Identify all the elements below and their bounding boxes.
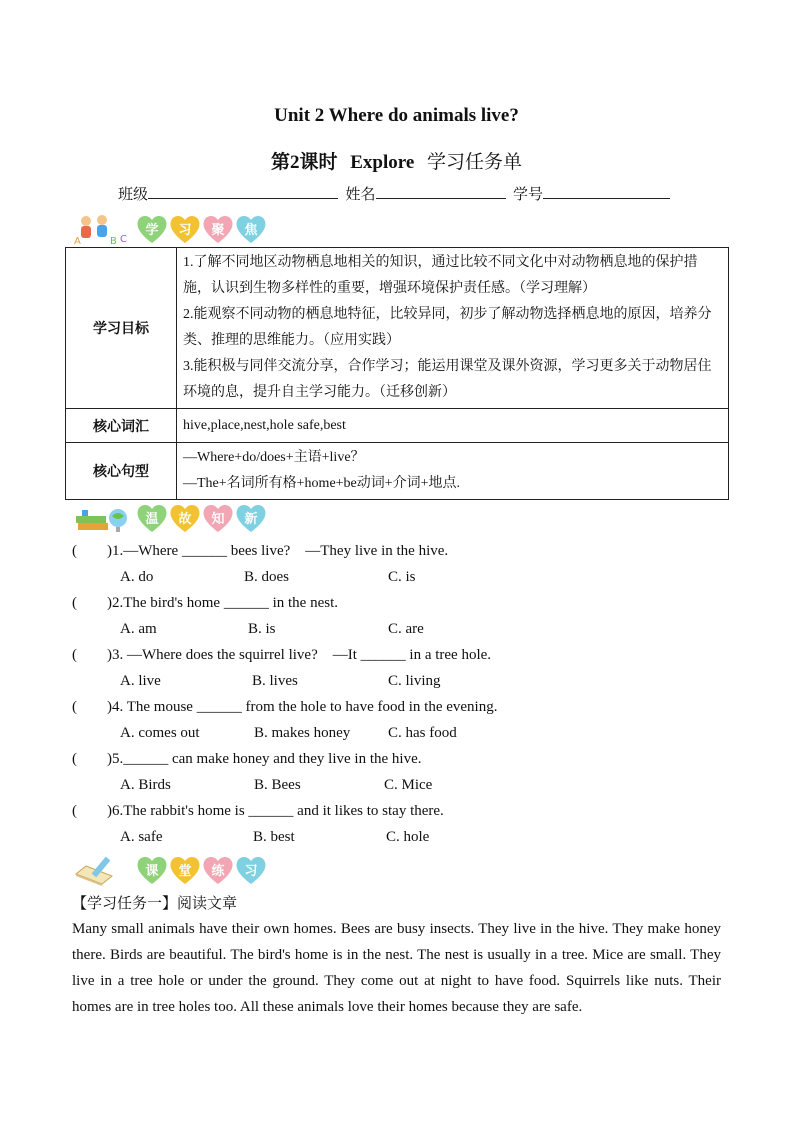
option-c: C. is xyxy=(388,569,416,585)
heart-badge xyxy=(169,214,201,244)
option-a: A. safe xyxy=(120,829,163,845)
heart-badge xyxy=(202,503,234,533)
reading-passage: Many small animals have their own homes. Bees are busy insects. They live in the hive. They make honey there. Birds are beautiful. The bird's home is in the nest. The nest is usually in a tree. Mice are small. They live in a tree hole or under the ground. They come out at night to have food. Squirrels like nuts. Their homes are in tree holes too. All these animals love their homes because they are safe. xyxy=(72,921,721,1015)
heart-badge xyxy=(136,214,168,244)
option-c: C. has food xyxy=(388,725,457,741)
goal-item: 1.了解不同地区动物栖息地相关的知识，通过比较不同文化中对动物栖息地的保护措施，认识到生物多样性的重要，增强环境保护责任感。（学习理解） xyxy=(183,255,698,296)
banner-char: 聚 xyxy=(211,223,225,238)
goal-item: 2.能观察不同动物的栖息地特征，比较异同，初步了解动物选择栖息地的原因，培养分类、推理的思维能力。（应用实践） xyxy=(183,307,712,348)
svg-text:A: A xyxy=(74,236,81,245)
notebook-pencil-icon xyxy=(72,854,130,886)
option-c: C. are xyxy=(388,621,424,637)
lesson-sheet: 学习任务单 xyxy=(427,151,523,173)
heart-badge xyxy=(136,855,168,885)
banner-char: 故 xyxy=(178,512,192,527)
learning-goals-table xyxy=(65,247,729,500)
sentence-content xyxy=(177,443,729,500)
class-field[interactable] xyxy=(148,184,338,199)
banner-char: 温 xyxy=(145,512,159,527)
banner-review xyxy=(72,501,268,535)
option-a: A. Birds xyxy=(120,777,171,793)
banner-char: 新 xyxy=(244,512,258,527)
option-c: C. hole xyxy=(386,829,430,845)
option-a: A. am xyxy=(120,621,157,637)
task1-heading: 【学习任务一】阅读文章 xyxy=(72,896,238,912)
option-a: A. comes out xyxy=(120,725,200,741)
table-row xyxy=(66,409,729,443)
option-b: B. Bees xyxy=(254,777,301,793)
class-label: 班级 xyxy=(118,187,149,203)
number-label: 学号 xyxy=(513,187,544,203)
banner-char: 堂 xyxy=(178,864,192,879)
option-b: B. best xyxy=(253,829,295,845)
heart-badge xyxy=(235,855,267,885)
option-c: C. living xyxy=(388,673,441,689)
banner-char: 练 xyxy=(211,864,225,879)
goals-content xyxy=(177,248,729,409)
option-a: A. live xyxy=(120,673,161,689)
lesson-subtitle xyxy=(0,147,793,174)
student-info-line xyxy=(118,183,670,204)
lesson-topic: Explore xyxy=(350,152,415,173)
heart-badge xyxy=(169,855,201,885)
question-2: ( )2.The bird's home ______ in the nest. xyxy=(72,595,338,611)
sentence-header: 核心句型 xyxy=(66,443,177,500)
goals-header: 学习目标 xyxy=(66,248,177,409)
name-label: 姓名 xyxy=(345,187,376,203)
vocab-content: hive,place,nest,hole safe,best xyxy=(177,409,729,443)
heart-badge xyxy=(169,503,201,533)
svg-text:B: B xyxy=(110,236,117,245)
banner-char: 习 xyxy=(244,864,258,879)
question-1: ( )1.—Where ______ bees live? —They live in the hive. xyxy=(72,543,449,559)
page-title: Unit 2 Where do animals live? xyxy=(274,105,519,126)
kids-abc-icon xyxy=(72,213,130,245)
heart-badge xyxy=(235,503,267,533)
vocab-header: 核心词汇 xyxy=(66,409,177,443)
banner-practice xyxy=(72,853,268,887)
option-a: A. do xyxy=(120,569,154,585)
heart-badge xyxy=(235,214,267,244)
sentence-pattern: —The+名词所有格+home+be动词+介词+地点. xyxy=(183,476,461,491)
heart-badge xyxy=(202,855,234,885)
option-b: B. lives xyxy=(252,673,298,689)
question-3: ( )3. —Where does the squirrel live? —It ______ in a tree hole. xyxy=(72,647,492,663)
svg-text:C: C xyxy=(120,234,127,245)
table-row xyxy=(66,443,729,500)
heart-badge xyxy=(202,214,234,244)
option-c: C. Mice xyxy=(384,777,433,793)
books-globe-icon xyxy=(72,502,130,534)
name-field[interactable] xyxy=(376,184,506,199)
banner-char: 知 xyxy=(211,512,225,527)
lesson-number: 第2课时 xyxy=(270,152,338,173)
heart-badge xyxy=(136,503,168,533)
banner-char: 焦 xyxy=(244,223,258,238)
banner-char: 课 xyxy=(145,864,159,879)
goal-item: 3.能积极与同伴交流分享，合作学习；能运用课堂及课外资源，学习更多关于动物居住环境的息，提升自主学习能力。（迁移创新） xyxy=(183,359,712,400)
table-row xyxy=(66,248,729,409)
question-5: ( )5.______ can make honey and they live in the hive. xyxy=(72,751,422,767)
option-b: B. does xyxy=(244,569,289,585)
banner-focus xyxy=(72,212,268,246)
question-6: ( )6.The rabbit's home is ______ and it likes to stay there. xyxy=(72,803,444,819)
number-field[interactable] xyxy=(543,184,670,199)
banner-char: 习 xyxy=(178,223,192,238)
sentence-pattern: —Where+do/does+主语+live？ xyxy=(183,450,365,465)
option-b: B. makes honey xyxy=(254,725,351,741)
question-4: ( )4. The mouse ______ from the hole to have food in the evening. xyxy=(72,699,498,715)
option-b: B. is xyxy=(248,621,276,637)
banner-char: 学 xyxy=(145,223,159,238)
